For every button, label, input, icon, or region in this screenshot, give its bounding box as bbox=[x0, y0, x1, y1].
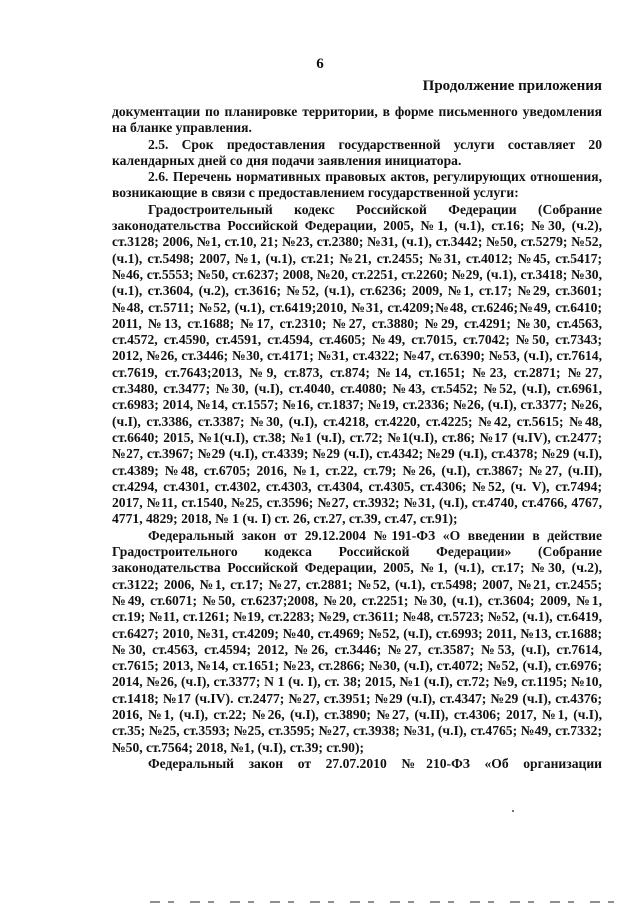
paragraph-gradostroitelny-kodeks: Градостроительный кодекс Российской Федерации (Собрание законодательства Российской Федерации, 2005, №1, (ч.1), ст.16; №30, (ч.2), ст.3128; 2006, №1, ст.10, 21; №23, ст.2380; №31, (ч.1), ст.3442; №50, ст.5279; №52, (ч.1), ст.5498; 2007, №1, (ч.1), ст.21; №21, ст.2455; №31, ст.4012; №45, ст.5417; №46, ст.5553; №50, ст.6237; 2008, №20, ст.2251, ст.2260; №29, (ч.1), ст.3418; №30, (ч.1), ст.3604, (ч.2), ст.3616; №52, (ч.1), ст.6236; 2009, №1, ст.17; №29, ст.3601; №48, ст.5711; №52, (ч.1), ст.6419;2010, №31, ст.4209;№48, ст.6246;№49, ст.6410; 2011, №13, ст.1688; №17, ст.2310; №27, ст.3880; №29, ст.4291; №30, ст.4563, ст.4572, ст.4590, ст.4591, ст.4594, ст.4605; №49, ст.7015, ст.7042; №50, ст.7343; 2012, №26, ст.3446; №30, ст.4171; №31, ст.4322; №47, ст.6390; №53, (ч.I), ст.7614, ст.7619, ст.7643;2013, №9, ст.873, ст.874; №14, ст.1651; №23, ст.2871; №27, ст.3480, ст.3477; №30, (ч.I), ст.4040, ст.4080; №43, ст.5452; №52, (ч.I), ст.6961, ст.6983; 2014, №14, ст.1557; №16, ст.1837; №19, ст.2336; №26, (ч.I), ст.3377; №26, (ч.I), ст.3386, ст.3387; №30, (ч.I), ст.4218, ст.4220, ст.4225; №42, ст.5615; №48, ст.6640; 2015, №1(ч.I), ст.38; №1 (ч.I), ст.72; №1(ч.I), ст.86; №17 (ч.IV), ст.2477; №27, ст.3967; №29 (ч.I), ст.4339; №29 (ч.I), ст.4342; №29 (ч.I), ст.4378; №29 (ч.I), ст.4389; №48, ст.6705; 2016, №1, ст.22, ст.79; №26, (ч.I), ст.3867; №27, (ч.II), ст.4294, ст.4301, ст.4302, ст.4303, ст.4304, ст.4305, ст.4306; №52, (ч. V), ст.7494; 2017, №11, ст.1540, №25, ст.3596; №27, ст.3932; №31, (ч.I), ст.4740, ст.4766, 4767, 4771, 4829; 2018, № 1 (ч. I) ст. 26, ст.27, ст.39, ст.47, ст.91); bbox=[112, 201, 602, 527]
paragraph-fz-191: Федеральный закон от 29.12.2004 №191-ФЗ «О введении в действие Градостроительного кодекса Российской Федерации» (Собрание законодательства Российской Федерации, 2005, №1, (ч.1), ст.17; №30, (ч.2), ст.3122; 2006, №1, ст.17; №27, ст.2881; №52, (ч.1), ст.5498; 2007, №21, ст.2455; №49, ст.6071; №50, ст.6237;2008, №20, ст.2251; №30, (ч.1), ст.3604; 2009, №1, ст.19; №11, ст.1261; №19, ст.2283; №29, ст.3611; №48, ст.5723; №52, (ч.1), ст.6419, ст.6427; 2010, №31, ст.4209; №40, ст.4969; №52, (ч.I), ст.6993; 2011, №13, ст.1688; №30, ст.4563, ст.4594; 2012, №26, ст.3446; №27, ст.3587; №53, (ч.I), ст.7614, ст.7615; 2013, №14, ст.1651; №23, ст.2866; №30, (ч.I), ст.4072; №52, (ч.I), ст.6976; 2014, №26, (ч.I), ст.3377; N 1 (ч. I), ст. 38; 2015, №1 (ч.I), ст.72; №9, ст.1195; №10, ст.1418; №17 (ч.IV). ст.2477; №27, ст.3951; №29 (ч.I), ст.4347; №29 (ч.I), ст.4376; 2016, №1, (ч.I), ст.22; №26, (ч.I), ст.3890; №27, (ч.II), ст.4306; 2017, №1, (ч.I), ст.35; №25, ст.3593; №25, ст.3595; №27, ст.3938; №31, (ч.I), ст.4765; №49, ст.7332; №50, ст.7564; 2018, №1, (ч.I), ст.39; ст.90); bbox=[112, 527, 602, 755]
page-number: 6 bbox=[316, 56, 324, 72]
paragraph-2-6: 2.6. Перечень нормативных правовых актов, регулирующих отношения, возникающие в связи с предоставлением государственной услуги: bbox=[112, 169, 602, 201]
header-note: Продолжение приложения bbox=[422, 78, 602, 94]
scan-speck bbox=[512, 810, 514, 812]
paragraph-2-5: 2.5. Срок предоставления государственной услуги составляет 20 календарных дней со дня подачи заявления инициатора. bbox=[112, 136, 602, 168]
paragraph-fz-210: Федеральный закон от 27.07.2010 №210-ФЗ «Об организации bbox=[148, 755, 602, 771]
scan-edge-noise bbox=[150, 901, 620, 903]
document-body bbox=[112, 104, 602, 772]
paragraph-continuation: документации по планировке территории, в форме письменного уведомления на бланке управления. bbox=[112, 104, 602, 136]
